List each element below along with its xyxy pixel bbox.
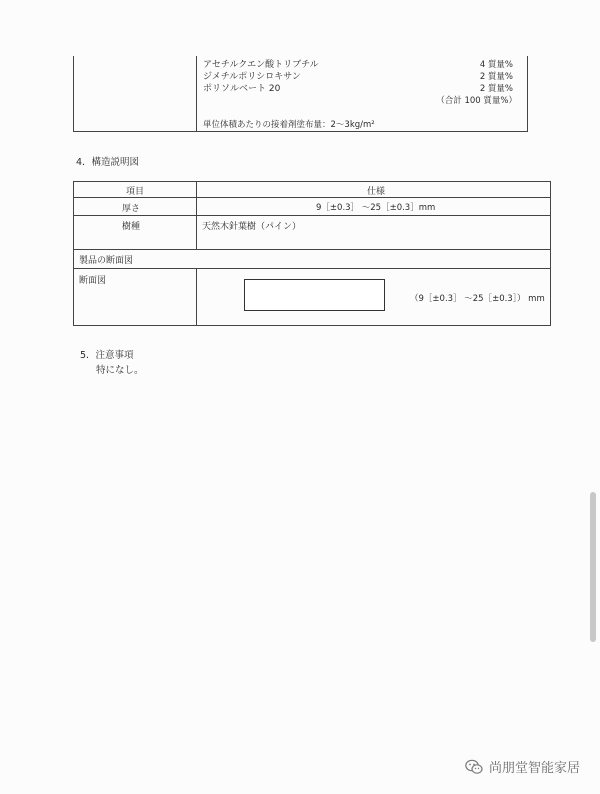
row-thickness-value: 9［±0.3］ ～25［±0.3］mm xyxy=(316,203,436,213)
table-divider xyxy=(74,268,550,269)
composition-item-amount: 2 質量% xyxy=(479,84,513,94)
section-5-body: 特になし。 xyxy=(96,365,144,376)
watermark-text: 尚朋堂智能家居 xyxy=(488,761,580,776)
composition-item-name: ポリソルベート 20 xyxy=(203,84,281,94)
watermark xyxy=(465,757,580,776)
composition-item-amount: 4 質量% xyxy=(479,60,513,70)
table-column-divider xyxy=(196,182,197,249)
composition-table xyxy=(73,56,528,132)
cross-section-dimension: （9［±0.3］ ～25［±0.3］） mm xyxy=(410,294,545,304)
composition-total: （合計 100 質量%） xyxy=(436,96,517,106)
cross-section-rectangle xyxy=(244,279,385,311)
wechat-icon xyxy=(465,759,483,775)
table-divider xyxy=(74,215,550,216)
table-column-divider xyxy=(196,268,197,325)
composition-item-name: ジメチルポリシロキサン xyxy=(203,72,301,82)
header-item: 項目 xyxy=(126,187,145,197)
cross-section-label: 断面図 xyxy=(79,276,107,286)
composition-left-cell xyxy=(74,56,197,131)
section-4-heading: 4．構造説明図 xyxy=(76,157,140,168)
cross-section-title: 製品の断面図 xyxy=(79,256,134,266)
coverage-note: 単位体積あたりの接着剤塗布量：2～3kg/m² xyxy=(203,120,375,130)
table-divider xyxy=(74,249,550,250)
header-spec: 仕様 xyxy=(367,187,386,197)
row-species-value: 天然木針葉樹（パイン） xyxy=(202,222,302,232)
table-divider xyxy=(74,197,550,198)
composition-item-amount: 2 質量% xyxy=(479,72,513,82)
row-thickness-label: 厚さ xyxy=(122,204,141,214)
section-5-heading: 5．注意事項 xyxy=(80,350,134,361)
composition-item-name: アセチルクエン酸トリブチル xyxy=(203,60,319,70)
row-species-label: 樹種 xyxy=(122,222,141,232)
scrollbar-thumb[interactable] xyxy=(590,492,596,642)
